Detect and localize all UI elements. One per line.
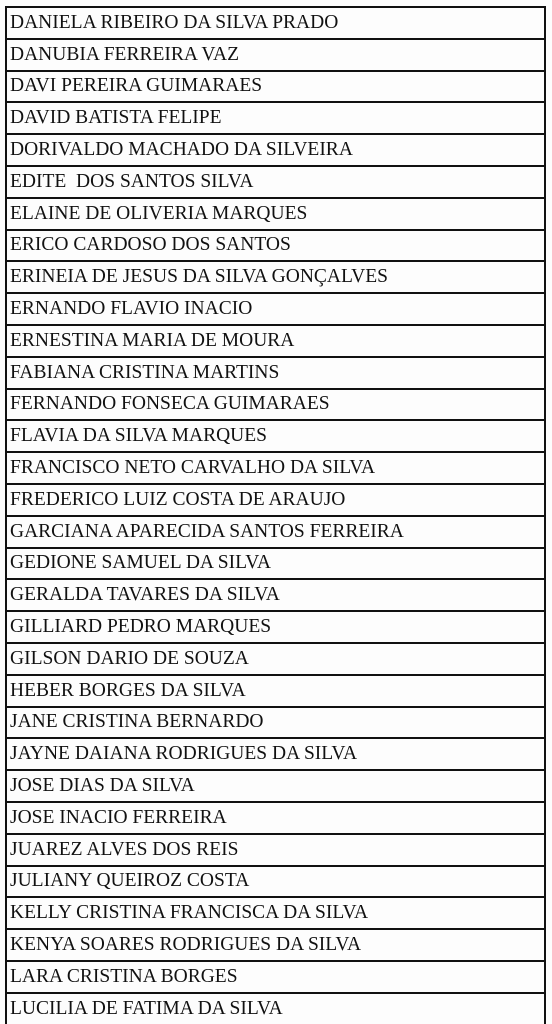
- table-row: FABIANA CRISTINA MARTINS: [7, 358, 544, 390]
- table-row: DAVI PEREIRA GUIMARAES: [7, 72, 544, 104]
- table-row: LUCILIA DE FATIMA DA SILVA: [7, 994, 544, 1024]
- table-row: JOSE DIAS DA SILVA: [7, 771, 544, 803]
- table-row: FERNANDO FONSECA GUIMARAES: [7, 390, 544, 422]
- table-row: ERICO CARDOSO DOS SANTOS: [7, 231, 544, 263]
- table-row: JUAREZ ALVES DOS REIS: [7, 835, 544, 867]
- table-row: FLAVIA DA SILVA MARQUES: [7, 421, 544, 453]
- table-row: JOSE INACIO FERREIRA: [7, 803, 544, 835]
- table-row: HEBER BORGES DA SILVA: [7, 676, 544, 708]
- table-row: ERINEIA DE JESUS DA SILVA GONÇALVES: [7, 262, 544, 294]
- table-row: DANUBIA FERREIRA VAZ: [7, 40, 544, 72]
- names-table: [5, 6, 546, 1024]
- table-row: FRANCISCO NETO CARVALHO DA SILVA: [7, 453, 544, 485]
- table-row: ELAINE DE OLIVERIA MARQUES: [7, 199, 544, 231]
- table-row: KELLY CRISTINA FRANCISCA DA SILVA: [7, 898, 544, 930]
- table-row: GILLIARD PEDRO MARQUES: [7, 612, 544, 644]
- table-row: KENYA SOARES RODRIGUES DA SILVA: [7, 930, 544, 962]
- table-row: DANIELA RIBEIRO DA SILVA PRADO: [7, 8, 544, 40]
- table-row: DORIVALDO MACHADO DA SILVEIRA: [7, 135, 544, 167]
- table-row: GARCIANA APARECIDA SANTOS FERREIRA: [7, 517, 544, 549]
- table-row: JANE CRISTINA BERNARDO: [7, 708, 544, 740]
- table-row: ERNESTINA MARIA DE MOURA: [7, 326, 544, 358]
- table-row: FREDERICO LUIZ COSTA DE ARAUJO: [7, 485, 544, 517]
- table-row: GEDIONE SAMUEL DA SILVA: [7, 549, 544, 581]
- table-row: EDITE DOS SANTOS SILVA: [7, 167, 544, 199]
- table-row: ERNANDO FLAVIO INACIO: [7, 294, 544, 326]
- table-row: GERALDA TAVARES DA SILVA: [7, 580, 544, 612]
- table-row: LARA CRISTINA BORGES: [7, 962, 544, 994]
- table-row: GILSON DARIO DE SOUZA: [7, 644, 544, 676]
- table-row: JAYNE DAIANA RODRIGUES DA SILVA: [7, 739, 544, 771]
- table-row: DAVID BATISTA FELIPE: [7, 103, 544, 135]
- table-row: JULIANY QUEIROZ COSTA: [7, 867, 544, 899]
